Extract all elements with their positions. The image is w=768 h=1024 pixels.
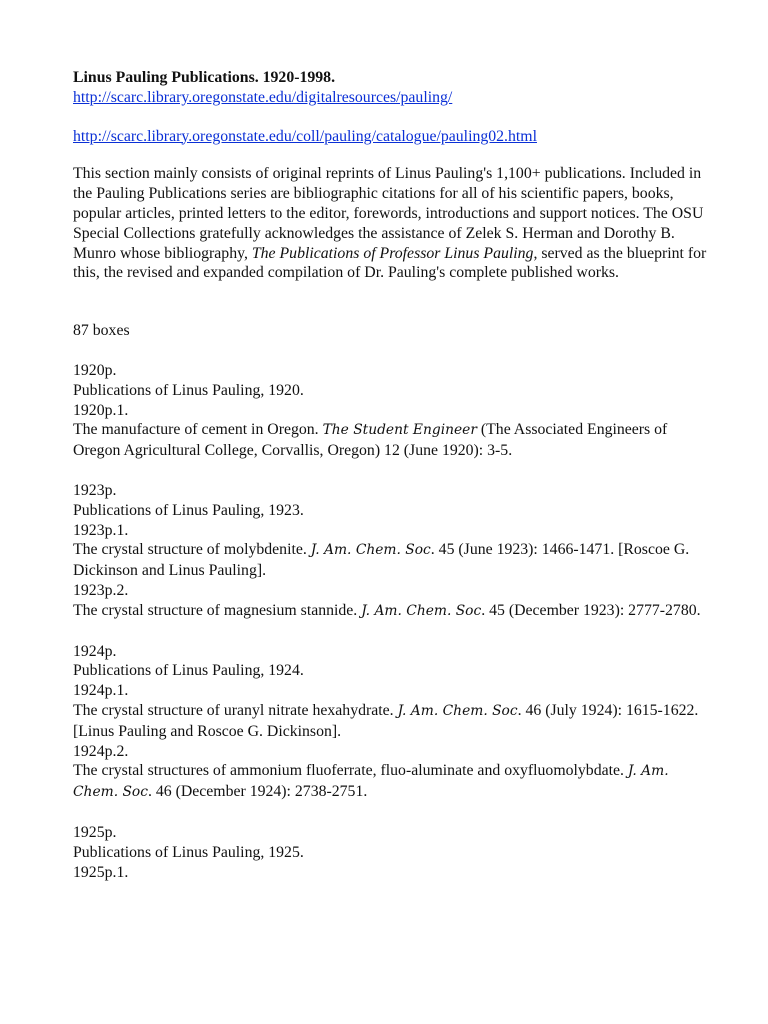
- entry-journal: J. Am. Chem. Soc: [310, 542, 431, 559]
- entry-journal: J. Am. Chem. Soc: [397, 702, 518, 719]
- entry-citation: [73, 701, 713, 742]
- section-label: Publications of Linus Pauling, 1920.: [73, 381, 304, 399]
- entry-journal: J. Am. Chem. Soc: [73, 763, 669, 801]
- intro-text-1: This section mainly consists of original reprints of Linus Pauling's 1,100+ publications. Included in the Pauling Publications series are bibliographic citations for all of his scientific papers, books, popular articles, printed letters to the editor, forewords, introductions and support notices. The OSU Special Collections gratefully acknowledges the assistance of Zelek S. Herman and Dorothy B. Munro whose bibliography,: [73, 165, 704, 262]
- entry-title: The crystal structures of ammonium fluoferrate, fluo-aluminate and oxyfluomolybdate.: [73, 762, 628, 780]
- section-code: 1924p.: [73, 642, 117, 660]
- section-label: Publications of Linus Pauling, 1923.: [73, 501, 304, 519]
- section-code: 1920p.: [73, 361, 117, 379]
- entry-citation: [73, 761, 713, 803]
- entry-citation: [73, 540, 713, 581]
- entry-journal: J. Am. Chem. Soc: [361, 602, 482, 619]
- entry-rest: . 45 (June 1923): 1466-1471. [Roscoe G. Dickinson and Linus Pauling].: [73, 541, 690, 580]
- catalogue-link[interactable]: http://scarc.library.oregonstate.edu/coll/pauling/catalogue/pauling02.html: [73, 127, 537, 145]
- document-page: [73, 68, 713, 882]
- intro-text-2: , served as the blueprint for this, the revised and expanded compilation of Dr. Pauling's complete published works.: [73, 244, 707, 282]
- entry-rest: . 46 (July 1924): 1615-1622. [Linus Pauling and Roscoe G. Dickinson].: [73, 701, 699, 740]
- section-1924: [73, 642, 713, 803]
- entry-journal: The Student Engineer: [322, 422, 477, 439]
- entry-code: 1923p.2.: [73, 581, 129, 599]
- document-title: Linus Pauling Publications. 1920-1998.: [73, 69, 336, 86]
- section-1920: [73, 361, 713, 461]
- entry-code: 1923p.1.: [73, 521, 129, 539]
- box-count: 87 boxes: [73, 322, 130, 340]
- section-code: 1923p.: [73, 481, 117, 499]
- url-line-1: [73, 88, 713, 108]
- intro-paragraph: [73, 164, 713, 283]
- entry-title: The crystal structure of magnesium stannide.: [73, 601, 362, 619]
- entry-title: The crystal structure of molybdenite.: [73, 541, 311, 559]
- digital-resources-link[interactable]: http://scarc.library.oregonstate.edu/digitalresources/pauling/: [73, 88, 453, 106]
- section-code: 1925p.: [73, 823, 117, 841]
- entry-citation: [73, 601, 713, 622]
- entry-citation: [73, 420, 713, 461]
- section-label: Publications of Linus Pauling, 1924.: [73, 662, 304, 680]
- entry-code: 1925p.1.: [73, 863, 129, 881]
- entry-rest: . 45 (December 1923): 2777-2780.: [481, 601, 701, 619]
- entry-title: The manufacture of cement in Oregon.: [73, 421, 323, 439]
- entry-rest: (The Associated Engineers of Oregon Agricultural College, Corvallis, Oregon) 12 (June 1920): 3-5.: [73, 421, 668, 460]
- entry-rest: . 46 (December 1924): 2738-2751.: [147, 783, 368, 801]
- entry-title: The crystal structure of uranyl nitrate hexahydrate.: [73, 701, 398, 719]
- section-label: Publications of Linus Pauling, 1925.: [73, 843, 304, 861]
- intro-italic-title: The Publications of Professor Linus Pauling: [251, 244, 534, 262]
- url-line-2: [73, 127, 713, 147]
- section-1925: [73, 823, 713, 882]
- section-1923: [73, 481, 713, 622]
- entry-code: 1924p.2.: [73, 742, 129, 760]
- entry-code: 1920p.1.: [73, 401, 129, 419]
- entry-code: 1924p.1.: [73, 682, 129, 700]
